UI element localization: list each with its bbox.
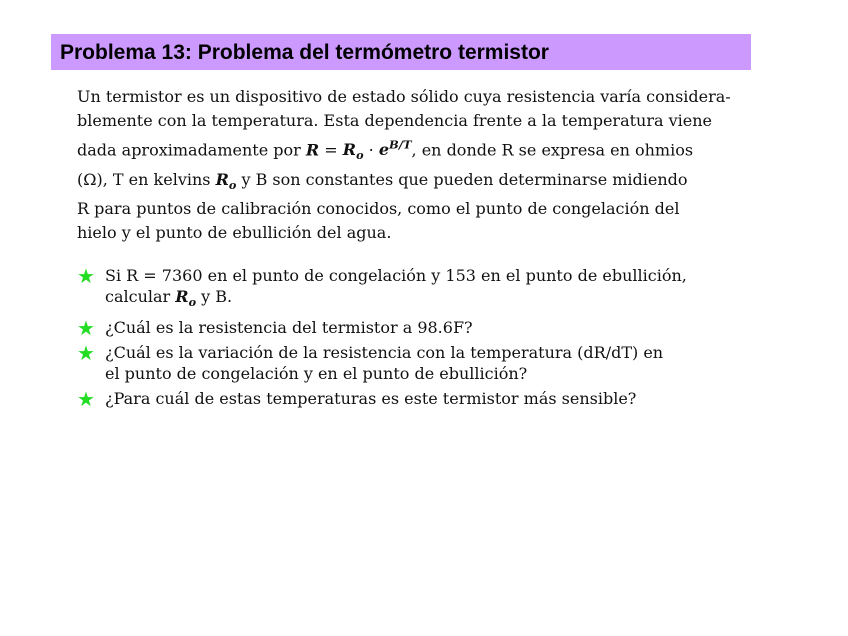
green-star-icon: ★ <box>77 316 95 341</box>
r0-symbol: $R_o$ <box>175 287 197 310</box>
question-1-line-2: calcular $R_o$ y B. <box>105 287 233 310</box>
formula-dot: · <box>368 140 374 160</box>
question-3-line-2: el punto de congelación y en el punto de ebullición? <box>105 364 528 384</box>
question-2-text: ¿Cuál es la resistencia del termistor a 98.6F? <box>105 318 473 338</box>
statement-line-4-post: y B son constantes que pueden determinarse midiendo <box>241 169 688 189</box>
formula-equals: = <box>324 140 338 160</box>
question-list <box>77 265 777 413</box>
question-item-1 <box>77 265 777 313</box>
question-4-text: ¿Para cuál de estas temperaturas es este termistor más sensible? <box>105 389 637 409</box>
green-star-icon: ★ <box>77 341 95 366</box>
question-item-3 <box>77 342 777 384</box>
problem-statement <box>77 85 772 245</box>
statement-line-1: Un termistor es un dispositivo de estado sólido cuya resistencia varía considera- <box>77 87 731 106</box>
statement-line-3-pre: dada aproximadamente por <box>77 140 301 160</box>
green-star-icon: ★ <box>77 264 95 288</box>
question-3-line-1: ¿Cuál es la variación de la resistencia con la temperatura (dR/dT) en <box>105 343 664 363</box>
formula-lhs: R <box>305 140 320 160</box>
statement-line-4-pre: (Ω), T en kelvins <box>77 169 211 189</box>
question-1-line-1: Si R = 7360 en el punto de congelación y 153 en el punto de ebullición, <box>105 266 687 285</box>
formula-exponential: $e^{B/T}$ <box>378 138 412 160</box>
statement-line-4 <box>77 168 772 197</box>
question-item-2 <box>77 316 777 341</box>
r0-symbol: $R_o$ <box>215 169 237 192</box>
statement-line-3 <box>77 133 772 168</box>
problem-title-bar <box>51 34 751 70</box>
green-star-icon: ★ <box>77 387 95 412</box>
problem-title: Problema 13: Problema del termómetro termistor <box>60 41 549 64</box>
question-item-4 <box>77 387 777 412</box>
statement-line-6: hielo y el punto de ebullición del agua. <box>77 222 392 242</box>
formula-r0: $R_o$ <box>342 140 364 163</box>
statement-line-5: R para puntos de calibración conocidos, como el punto de congelación del <box>77 198 680 218</box>
statement-line-3-post: , en donde R se expresa en ohmios <box>411 140 694 160</box>
statement-line-2: blemente con la temperatura. Esta dependencia frente a la temperatura viene <box>77 111 713 130</box>
